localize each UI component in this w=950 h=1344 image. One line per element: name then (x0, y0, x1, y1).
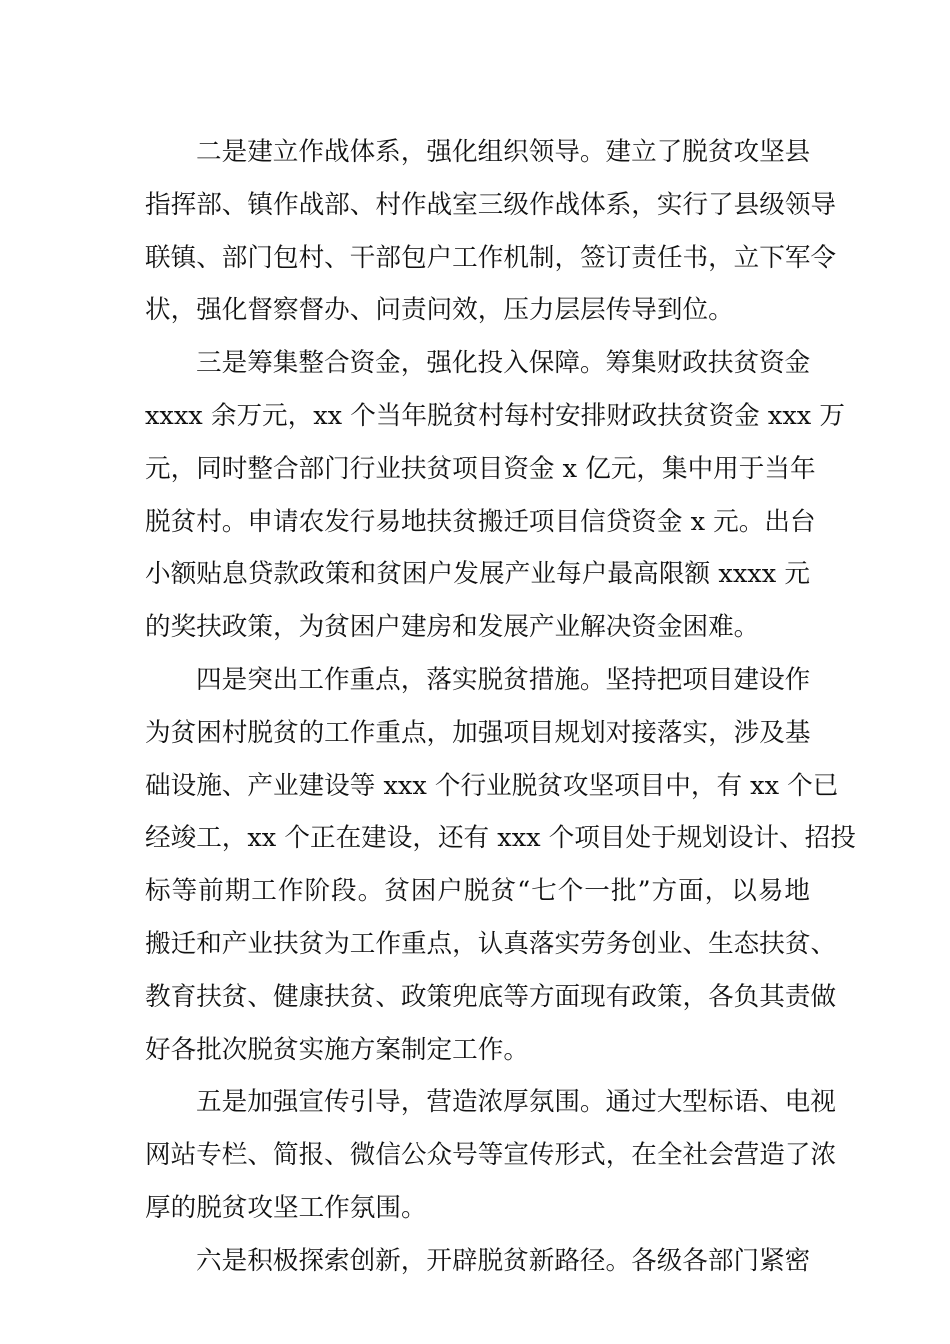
text-line: 二是建立作战体系，强化组织领导。建立了脱贫攻坚县 (196, 137, 811, 167)
text-line: xxxx 余万元，xx 个当年脱贫村每村安排财政扶贫资金 xxx 万 (145, 400, 845, 431)
text-line: 五是加强宣传引导，营造浓厚氛围。通过大型标语、电视 (196, 1087, 836, 1118)
text-line: 六是积极探索创新，开辟脱贫新路径。各级各部门紧密 (196, 1245, 811, 1276)
text-line: 脱贫村。申请农发行易地扶贫搬迁项目信贷资金 x 元。出台 (145, 506, 816, 537)
paragraph-funding (145, 337, 845, 654)
text-line: 好各批次脱贫实施方案制定工作。 (145, 1034, 529, 1065)
paragraph-innovation (145, 1235, 810, 1288)
text-line: 为贫困村脱贫的工作重点，加强项目规划对接落实，涉及基 (145, 717, 811, 748)
text-line: 教育扶贫、健康扶贫、政策兜底等方面现有政策，各负其责做 (145, 981, 837, 1012)
text-line: 础设施、产业建设等 xxx 个行业脱贫攻坚项目中，有 xx 个已 (145, 770, 839, 801)
text-line: 联镇、部门包村、干部包户工作机制，签订责任书，立下军令 (145, 242, 837, 273)
paragraph-publicity (145, 1076, 837, 1234)
text-line: 四是突出工作重点，落实脱贫措施。坚持把项目建设作 (196, 664, 811, 695)
text-line: 指挥部、镇作战部、村作战室三级作战体系，实行了县级领导 (145, 189, 837, 220)
text-line: 标等前期工作阶段。贫困户脱贫“七个一批”方面，以易地 (145, 876, 810, 907)
text-line: 厚的脱贫攻坚工作氛围。 (145, 1192, 427, 1223)
text-line: 状，强化督察督办、问责问效，压力层层传导到位。 (145, 295, 734, 326)
text-line: 元，同时整合部门行业扶贫项目资金 x 亿元，集中用于当年 (145, 453, 816, 484)
text-line: 搬迁和产业扶贫为工作重点，认真落实劳务创业、生态扶贫、 (145, 928, 837, 959)
text-line: 的奖扶政策，为贫困户建房和发展产业解决资金困难。 (145, 612, 760, 643)
text-line: 小额贴息贷款政策和贫困户发展产业每户最高限额 xxxx 元 (145, 559, 810, 590)
paragraph-key-work (145, 654, 856, 1076)
document-body (145, 126, 856, 1288)
text-line: 网站专栏、简报、微信公众号等宣传形式，在全社会营造了浓 (145, 1140, 837, 1171)
text-line: 三是筹集整合资金，强化投入保障。筹集财政扶贫资金 (196, 348, 811, 379)
paragraph-organization (145, 126, 837, 337)
text-line: 经竣工，xx 个正在建设，还有 xxx 个项目处于规划设计、招投 (145, 823, 856, 854)
